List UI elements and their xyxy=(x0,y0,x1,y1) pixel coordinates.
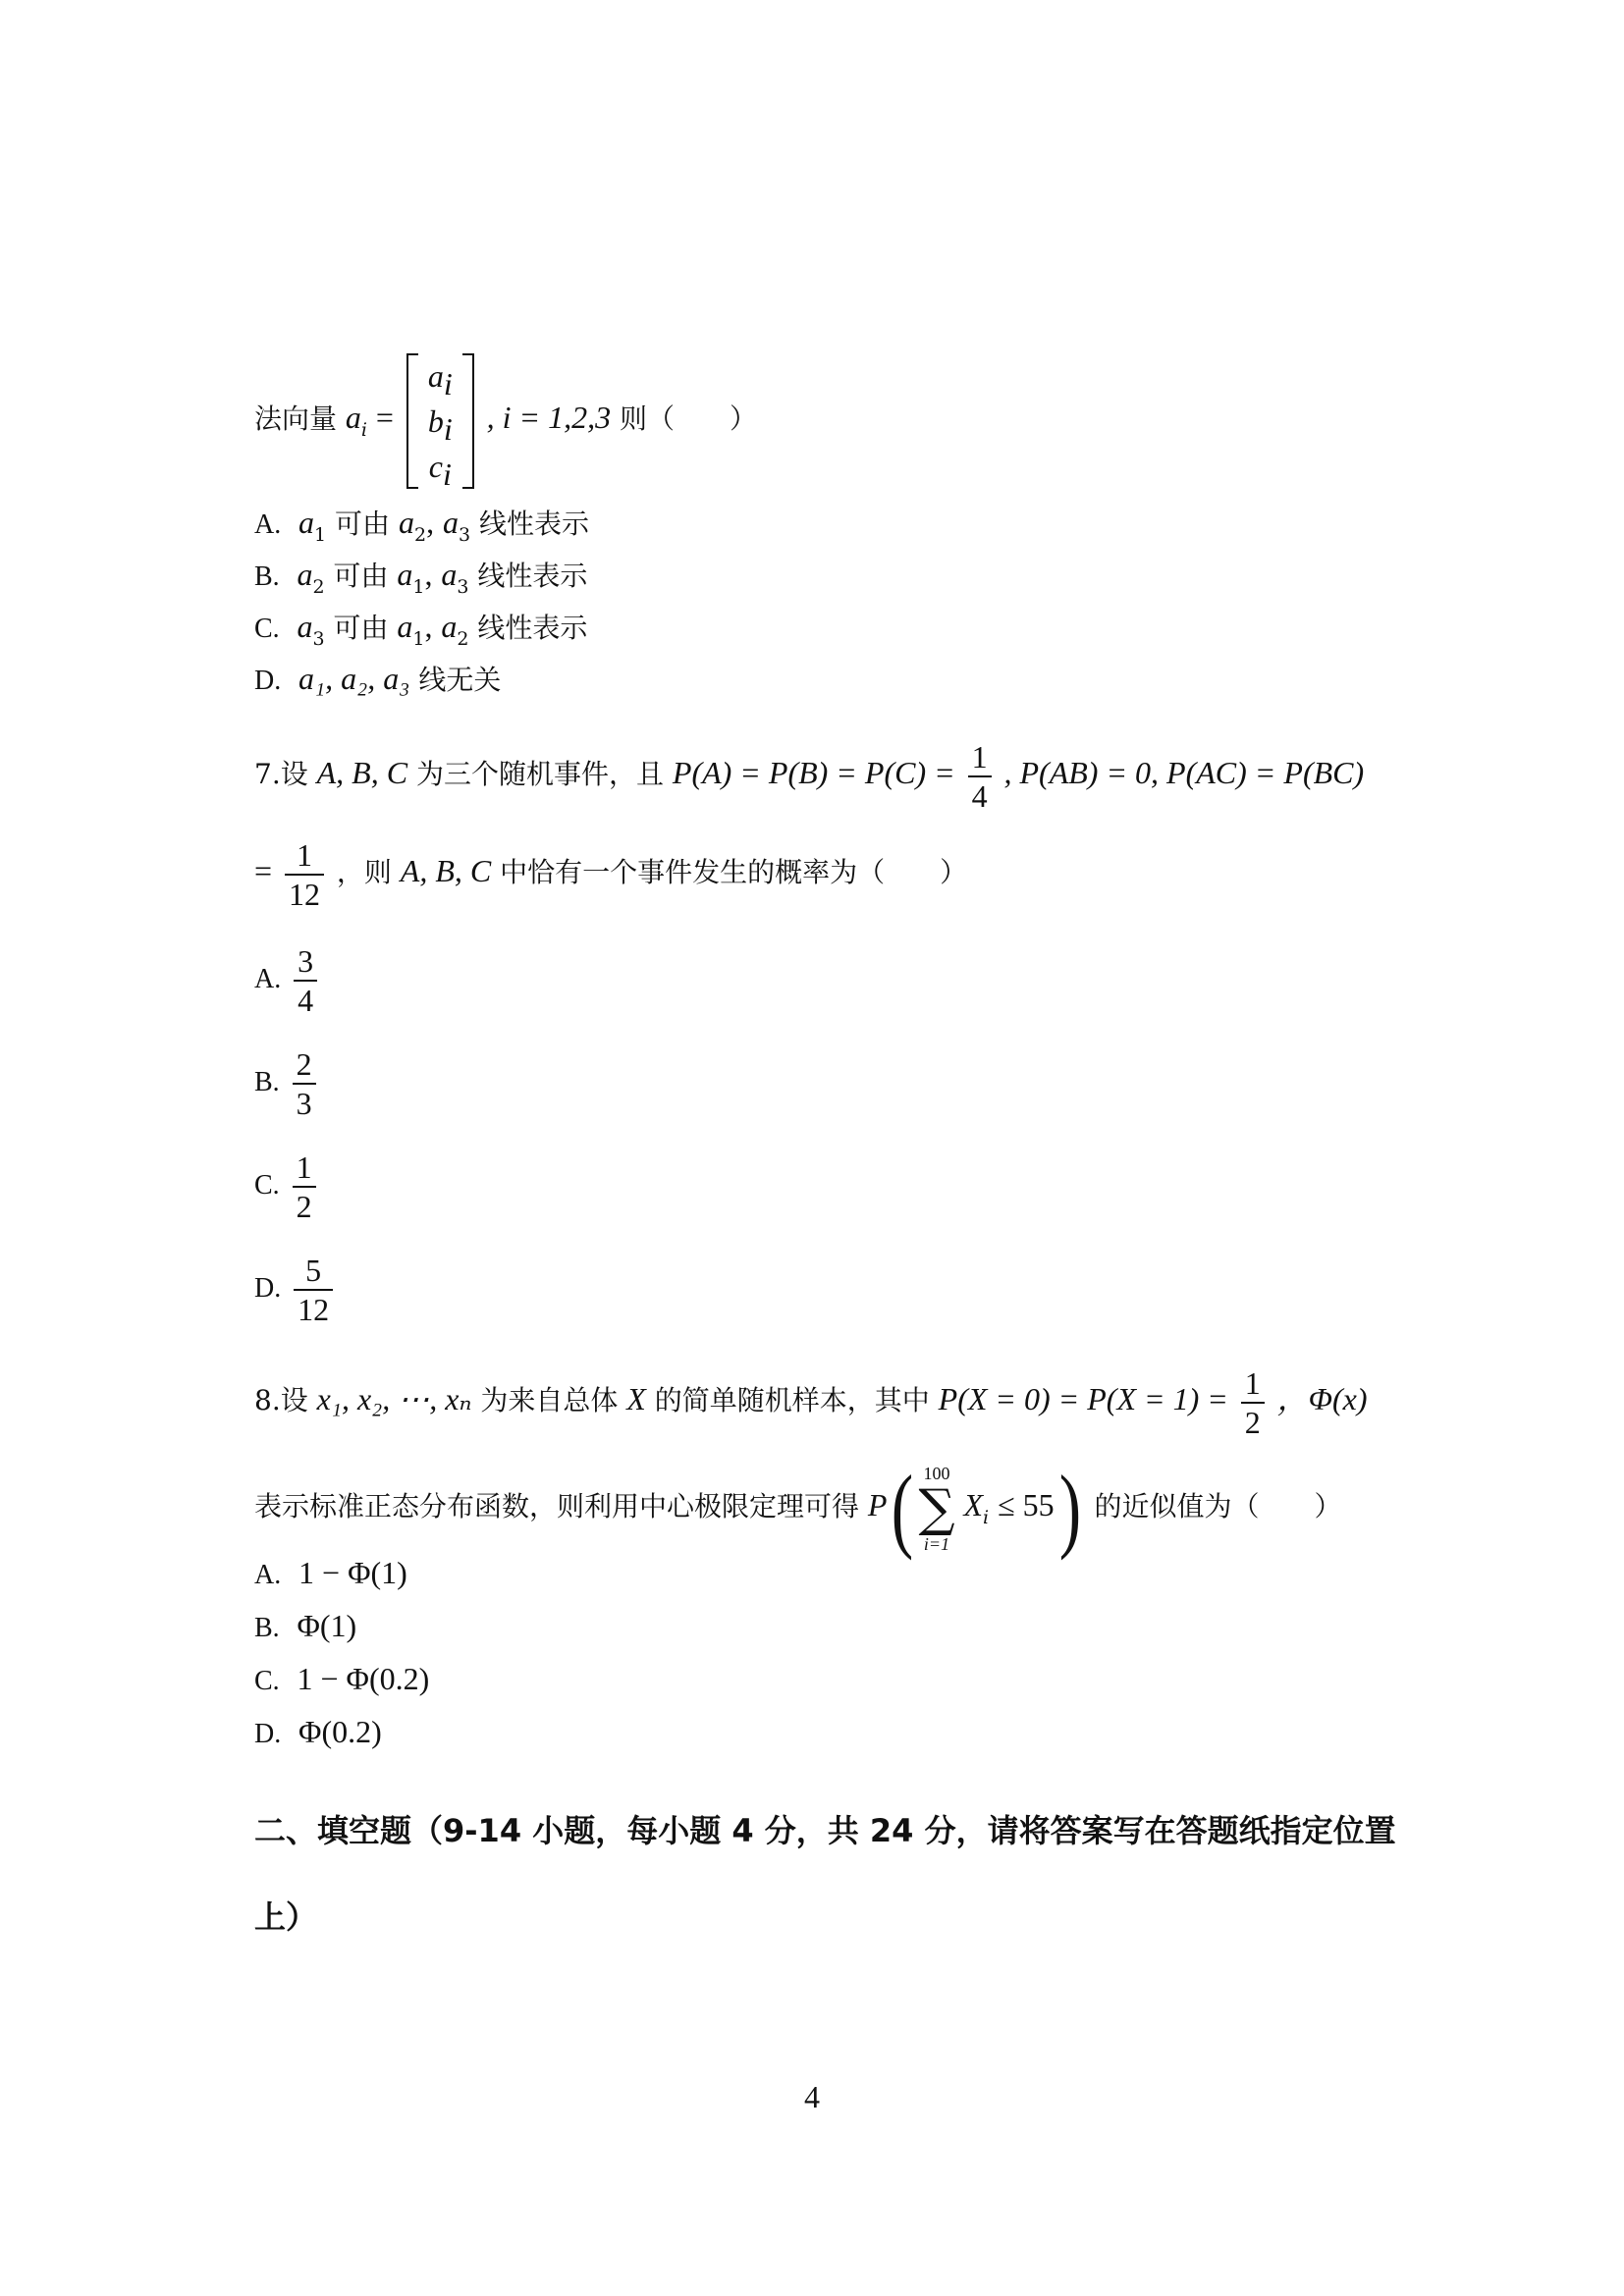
q8-fraction-half: $\frac{1}{2}$ xyxy=(1241,1364,1265,1441)
q6-matrix xyxy=(406,353,474,492)
matrix-left-bracket xyxy=(406,353,418,489)
q7-option-b: B. $\frac{2}{3}$ xyxy=(254,1038,320,1127)
section-2-heading-cont: 上） xyxy=(254,1898,318,1936)
q6-var-sub: i xyxy=(360,419,367,441)
q6-option-a: A. $a_1$ 可由 $a_2$, $a_3$ 线性表示 xyxy=(254,505,589,546)
q6-prefix: 法向量 xyxy=(254,402,338,435)
q6-option-c: C. $a_3$ 可由 $a_1$, $a_2$ 线性表示 xyxy=(254,609,588,650)
q6-var: a xyxy=(345,400,361,435)
q8-option-a: A. 1 − Φ(1) xyxy=(254,1555,407,1590)
matrix-column xyxy=(418,353,462,492)
q7-fraction-quarter: $\frac{1}{4}$ xyxy=(968,738,992,815)
sum-symbol: 100 ∑ i=1 xyxy=(918,1463,955,1554)
q6-option-b: B. $a_2$ 可由 $a_1$, $a_3$ 线性表示 xyxy=(254,557,588,598)
q6-eq: = xyxy=(375,400,394,435)
q7-option-a: A. $\frac{3}{4}$ xyxy=(254,934,321,1024)
q6-normal-vector-line xyxy=(254,344,757,496)
q8-option-b: B. Φ(1) xyxy=(254,1608,357,1643)
page-number: 4 xyxy=(804,2079,820,2114)
q6-suffix: 则（ ） xyxy=(620,402,758,435)
q7-stem-line2: = $\frac{1}{12}$ ，则 A, B, C 中恰有一个事件发生的概率为（ ） xyxy=(254,836,968,912)
matrix-entry-a: ai xyxy=(427,357,453,401)
left-paren: ( xyxy=(892,1455,914,1561)
matrix-right-bracket xyxy=(462,353,474,489)
section-2-heading: 二、填空题（9-14 小题，每小题 4 分，共 24 分，请将答案写在答题纸指定位置 xyxy=(254,1812,1396,1849)
q7-option-d: D. $\frac{5}{12}$ xyxy=(254,1244,337,1333)
q8-option-c: C. 1 − Φ(0.2) xyxy=(254,1661,430,1696)
q8-stem-line2: 表示标准正态分布函数，则利用中心极限定理可得 P( 100 ∑ i=1 $X_i \le 55$) 的近似值为（ ） xyxy=(254,1455,1342,1561)
q7-fraction-twelfth: $\frac{1}{12}$ xyxy=(285,836,324,913)
q8-stem-line1: 8.设 x₁, x₂, ⋯, xₙ 为来自总体 X 的简单随机样本，其中 P(X = 0) = P(X = 1) = $\frac{1}{2}$ ，Φ(x) xyxy=(254,1364,1368,1440)
q7-option-c: C. $\frac{1}{2}$ xyxy=(254,1141,320,1230)
q7-stem-line1: 7.设 A, B, C 为三个随机事件，且 P(A) = P(B) = P(C) = $\frac{1}{4}$ , P(AB) = 0, P(AC) = P(BC) xyxy=(254,738,1365,814)
q6-option-d: D. a₁, a₂, a₃ 线无关 xyxy=(254,661,502,696)
right-paren: ) xyxy=(1058,1455,1081,1561)
matrix-entry-c: ci xyxy=(428,448,452,492)
matrix-entry-b: bi xyxy=(427,402,453,447)
q8-option-d: D. Φ(0.2) xyxy=(254,1714,382,1749)
q6-range: , i = 1,2,3 xyxy=(486,400,612,435)
